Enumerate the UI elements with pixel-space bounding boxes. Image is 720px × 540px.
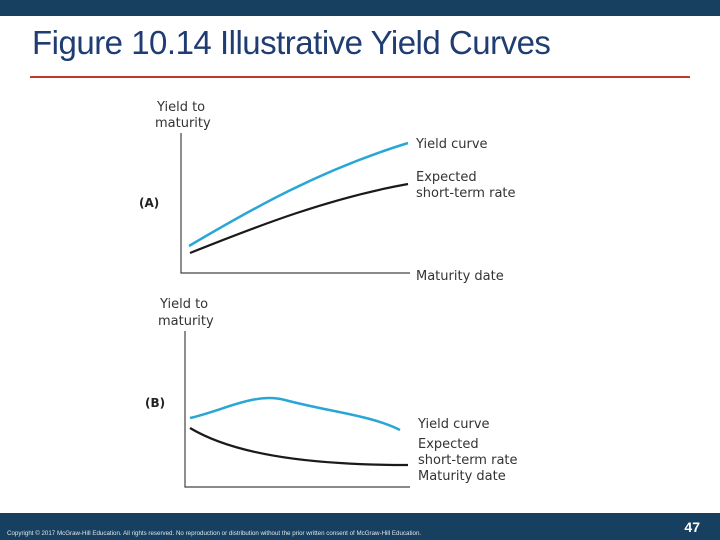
panel-a-label: (A) xyxy=(139,196,160,210)
panel-a-x-axis-label: Maturity date xyxy=(416,269,504,284)
panel-b-label: (B) xyxy=(145,396,166,410)
panel-a-expected-label-line1: Expected xyxy=(416,170,477,185)
page-number: 47 xyxy=(684,519,700,535)
panel-a-expected-rate-curve xyxy=(190,184,408,253)
panel-a-yield-curve-label: Yield curve xyxy=(416,137,488,152)
slide-title: Figure 10.14 Illustrative Yield Curves xyxy=(32,24,551,61)
panel-a-yield-curve xyxy=(189,143,408,246)
panel-b-y-axis-label-line1: Yield to xyxy=(160,297,209,312)
panel-b-expected-rate-curve xyxy=(190,428,408,465)
panel-b-y-axis-label-line2: maturity xyxy=(158,314,214,329)
panel-b-yield-curve xyxy=(190,398,400,430)
panel-a xyxy=(139,100,516,284)
panel-b-expected-label-line1: Expected xyxy=(418,437,479,452)
panel-a-y-axis-label-line2: maturity xyxy=(155,116,211,131)
panel-b-x-axis-label: Maturity date xyxy=(418,469,506,484)
panel-b xyxy=(145,297,518,487)
copyright-notice: Copyright © 2017 McGraw-Hill Education. All rights reserved. No reproduction or distribution without the prior written consent of McGraw-Hill Education. xyxy=(7,530,422,537)
panel-a-expected-label-line2: short-term rate xyxy=(416,186,516,201)
panel-b-expected-label-line2: short-term rate xyxy=(418,453,518,468)
panel-a-y-axis-label-line1: Yield to xyxy=(157,100,206,115)
panel-b-yield-curve-label: Yield curve xyxy=(418,417,490,432)
